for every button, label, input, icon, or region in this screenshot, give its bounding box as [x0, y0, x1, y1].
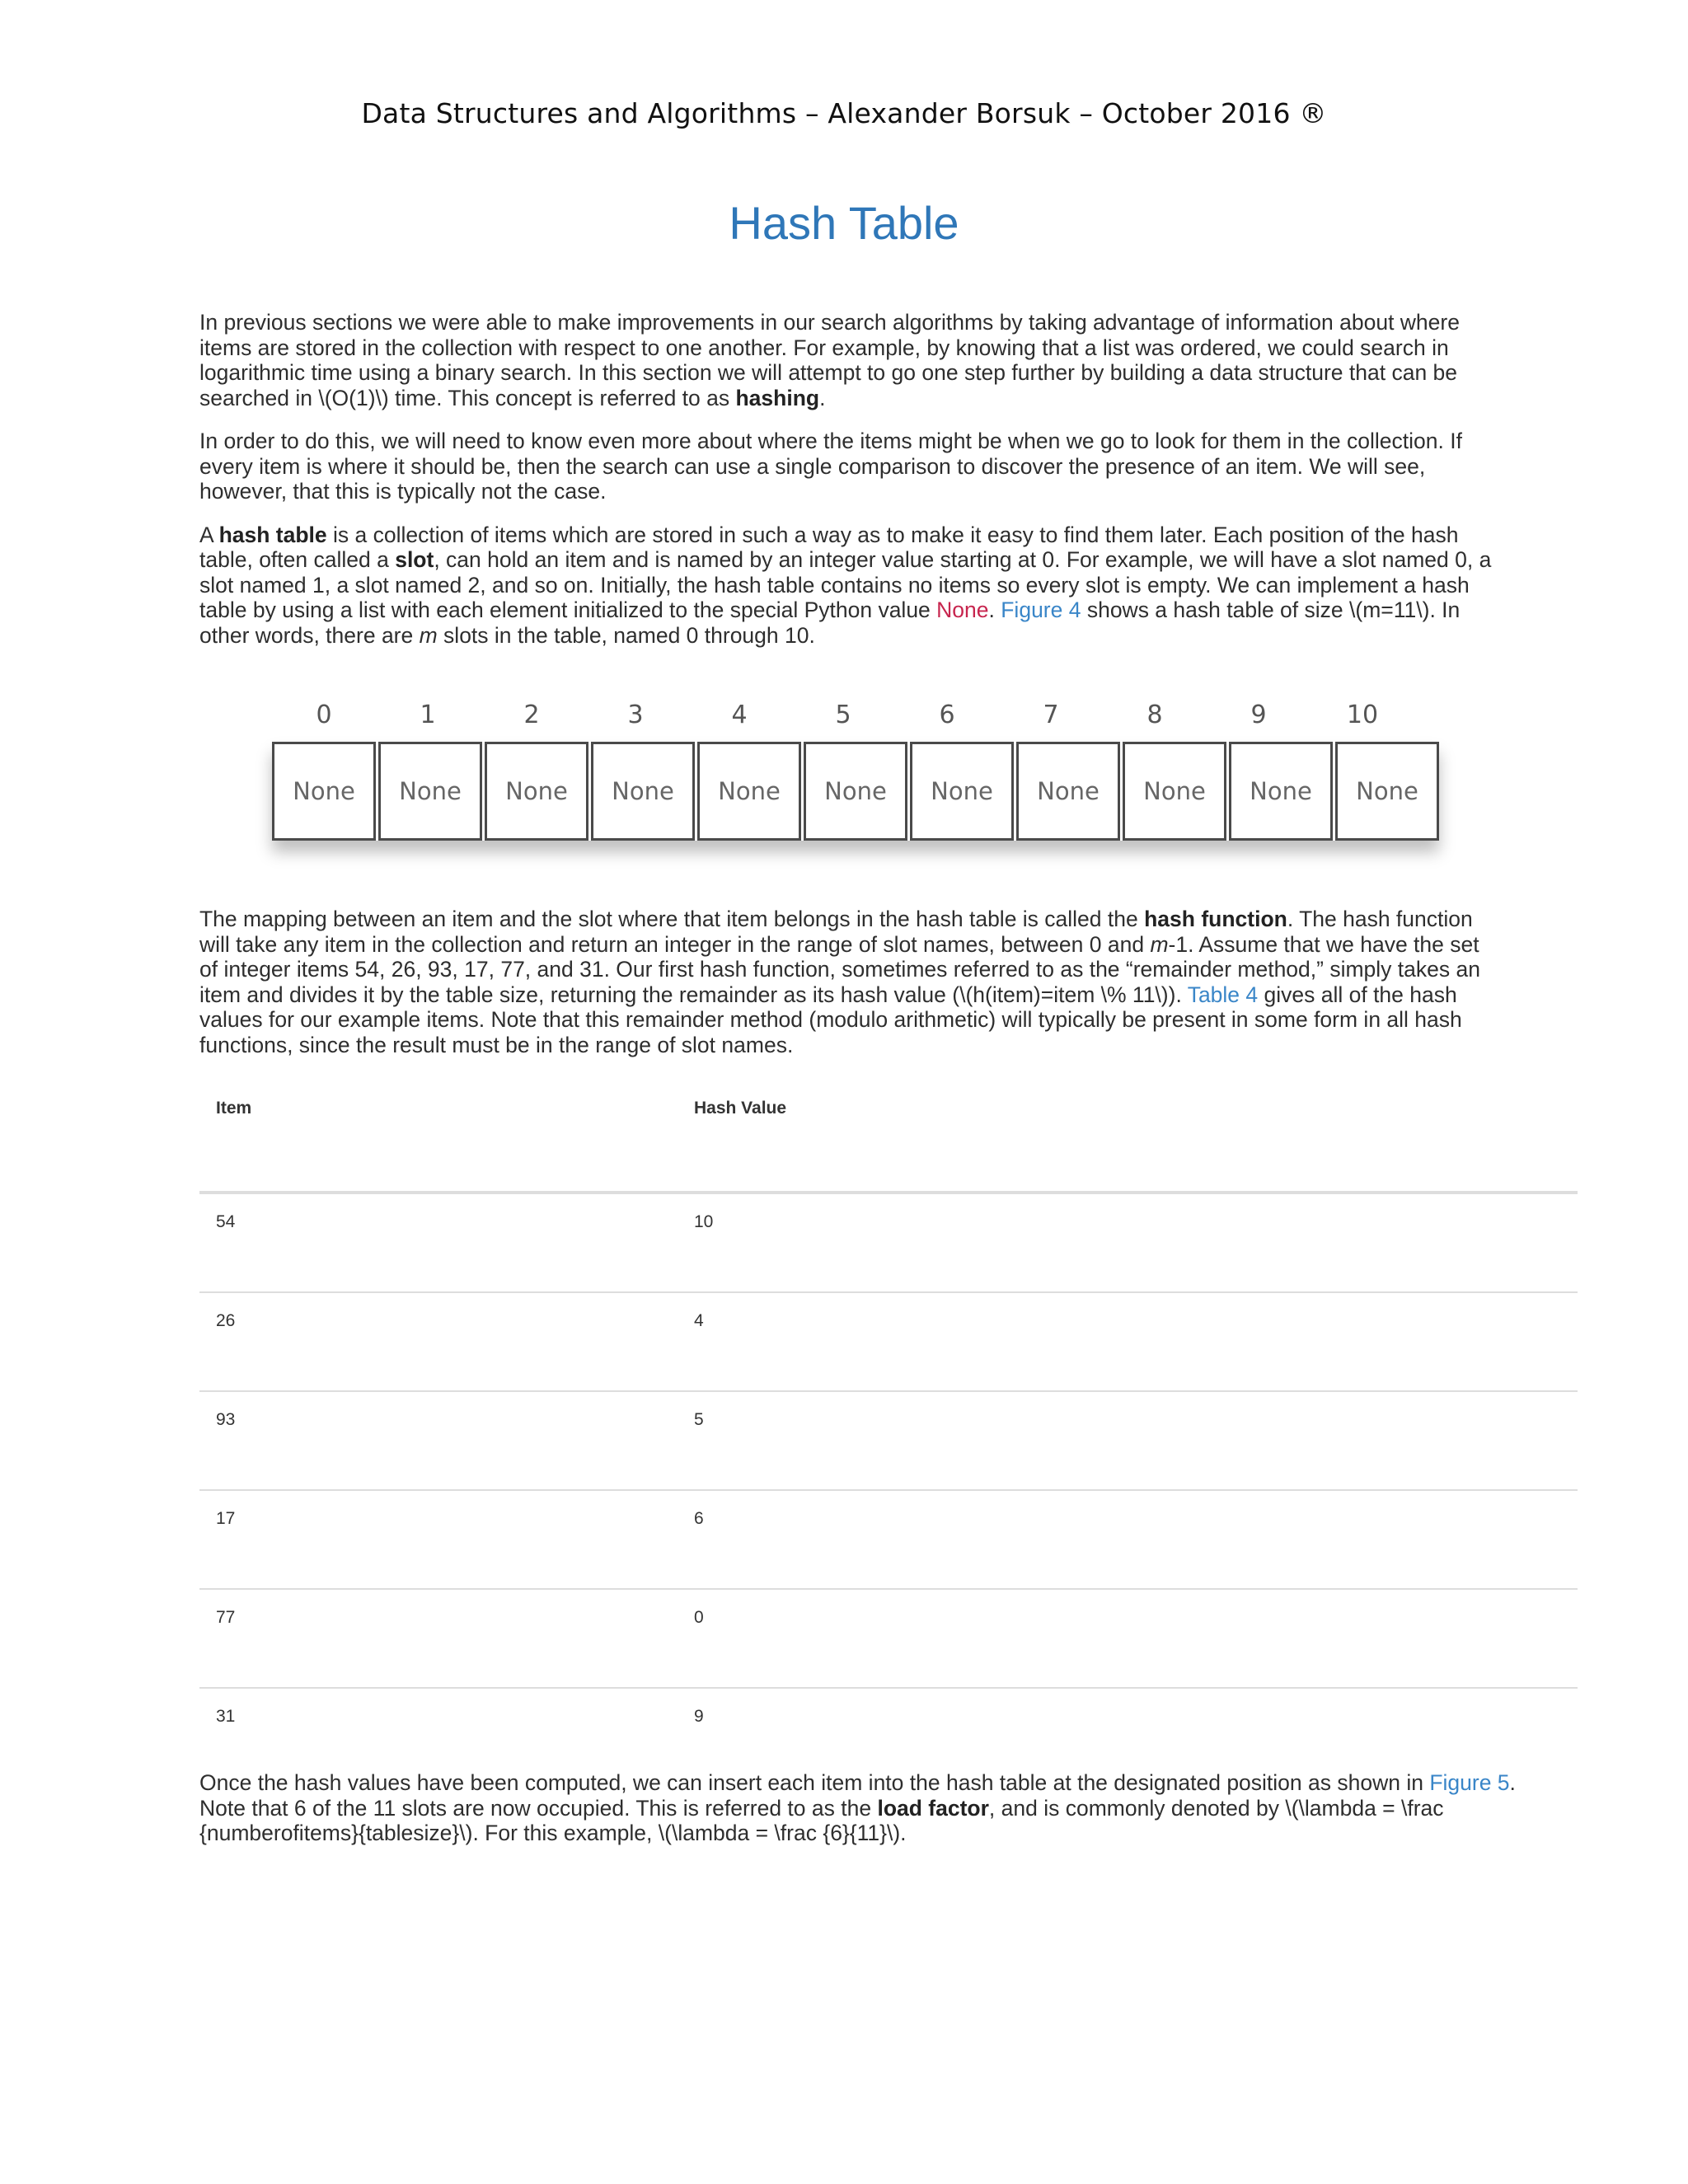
column-header-item: Item: [199, 1084, 678, 1193]
table-4-link[interactable]: Table 4: [1187, 982, 1259, 1007]
paragraph-text: , and is commonly denoted by \(\lambda = \frac {numberofitems}{tablesize}\). For this example, \(\lambda = \frac {6}{11}\).: [199, 1795, 1444, 1845]
bold-term-hashing: hashing: [735, 385, 820, 410]
paragraph-text: The mapping between an item and the slot where that item belongs in the hash table is called the: [199, 907, 1145, 931]
paragraph-4: [199, 907, 1502, 1057]
hash-slot: None: [1229, 742, 1333, 841]
paragraph-text: Once the hash values have been computed, we can insert each item into the hash table at the designated position as shown in: [199, 1770, 1430, 1795]
slot-index-label: 10: [1346, 701, 1379, 729]
paragraph-3: [199, 523, 1502, 649]
table-cell-item: 26: [199, 1292, 678, 1391]
running-header: Data Structures and Algorithms – Alexander Borsuk – October 2016 ®: [361, 97, 1327, 129]
hash-slot: None: [378, 742, 482, 841]
python-none-value: None: [936, 598, 989, 622]
table-cell-hash-value: 9: [694, 1707, 704, 1726]
hash-slot: None: [697, 742, 801, 841]
hash-table-figure: [272, 701, 1434, 890]
paragraph-text: slots in the table, named 0 through 10.: [437, 622, 815, 648]
table-cell-item: 54: [199, 1193, 678, 1292]
slot-index-label: 7: [1043, 701, 1059, 729]
hash-slot: None: [1123, 742, 1226, 841]
table-row: [199, 1589, 1578, 1688]
paragraph-text: , can hold an item and is named by an integer value starting at 0. For example, we will have a slot named 0, a slot named 1, a slot named 2, and so on. Initially, the hash table contains no items so every slot is empty. We can implement a hash table by using a list with each element initialized to the special Python value: [199, 547, 1492, 622]
load-factor-section: [199, 1770, 1518, 1864]
paragraph-2: In order to do this, we will need to know even more about where the items might be when we go to look for them in the collection. If every item is where it should be, then the search can use a single comparison to discover the presence of an item. We will see, however, that this is typically not the case.: [199, 429, 1462, 504]
hash-slot: None: [591, 742, 695, 841]
table-row: [199, 1490, 1578, 1589]
bold-term-slot: slot: [395, 547, 434, 572]
italic-m: m: [419, 622, 438, 648]
slot-index-label: 0: [316, 701, 332, 729]
table-row: [199, 1292, 1578, 1391]
bold-term-load-factor: load factor: [877, 1795, 989, 1821]
slot-row: [272, 742, 1439, 841]
hash-slot: None: [272, 742, 376, 841]
slot-index-label: 2: [523, 701, 540, 729]
table-cell-hash-value: 0: [678, 1589, 1578, 1688]
table-header-row: [199, 1084, 1578, 1193]
table-cell-item: 31: [216, 1707, 236, 1726]
table-cell-item: 77: [199, 1589, 678, 1688]
italic-m: m: [1150, 931, 1169, 957]
paragraph-text: .: [988, 598, 1001, 622]
paragraph-text: is a collection of items which are stored in such a way as to make it easy to find them later. Each position of the hash table, often called a: [199, 522, 1459, 572]
hash-slot: None: [804, 742, 907, 841]
slot-index-label: 8: [1146, 701, 1163, 729]
column-header-hash-value: Hash Value: [678, 1084, 1578, 1193]
slot-index-label: 5: [835, 701, 851, 729]
slot-index-label: 3: [627, 701, 644, 729]
table-cell-hash-value: 6: [678, 1490, 1578, 1589]
bold-term-hash-table: hash table: [218, 522, 327, 547]
paragraph-1: [199, 310, 1502, 410]
table-cell-hash-value: 10: [678, 1193, 1578, 1292]
hash-function-section: [199, 907, 1502, 1076]
figure-5-link[interactable]: Figure 5: [1429, 1770, 1510, 1795]
table-row: [199, 1193, 1578, 1292]
hash-slot: None: [1016, 742, 1120, 841]
paragraph-5: [199, 1770, 1518, 1846]
paragraph-text: . The hash function will take any item in the collection and return an integer in the range of slot names, between 0 and: [199, 907, 1473, 957]
bold-term-hash-function: hash function: [1144, 907, 1287, 931]
slot-index-label: 1: [420, 701, 436, 729]
table-row: [199, 1688, 1578, 1773]
slot-index-label: 6: [939, 701, 955, 729]
table-cell-item: 17: [199, 1490, 678, 1589]
intro-section: [199, 310, 1502, 666]
slot-index-row: [272, 701, 1434, 733]
table-cell-item: 93: [199, 1391, 678, 1490]
table-cell-hash-value: 4: [678, 1292, 1578, 1391]
paragraph-text: .: [819, 385, 826, 410]
page-title: Hash Table: [729, 197, 959, 249]
paragraph-text: gives all of the hash values for our example items. Note that this remainder method (modulo arithmetic) will typically be present in some form in all hash functions, since the result must be in the range of slot names.: [199, 982, 1462, 1057]
paragraph-text: -1. Assume that we have the set of integer items 54, 26, 93, 17, 77, and 31. Our first hash function, sometimes referred to as the “remainder method,” simply takes an item and divides it by the table size, returning the remainder as its hash value (\(h(item)=item \% 11\)).: [199, 931, 1480, 1007]
paragraph-text: In previous sections we were able to make improvements in our search algorithms by taking advantage of information about where items are stored in the collection with respect to one another. For example, by knowing that a list was ordered, we could search in logarithmic time using a binary search. In this section we will attempt to go one step further by building a data structure that can be searched in \(O(1)\) time. This concept is referred to as: [199, 310, 1460, 410]
figure-4-link[interactable]: Figure 4: [1001, 598, 1081, 622]
hash-slot: None: [485, 742, 588, 841]
hash-slot: None: [1335, 742, 1439, 841]
slot-index-label: 4: [731, 701, 748, 729]
paragraph-text: shows a hash table of size \(m=11\). In other words, there are: [199, 598, 1461, 648]
table-cell-hash-value: 5: [678, 1391, 1578, 1490]
paragraph-text: . Note that 6 of the 11 slots are now occupied. This is referred to as the: [199, 1770, 1516, 1821]
table-row: [199, 1391, 1578, 1490]
hash-slot: None: [910, 742, 1014, 841]
paragraph-text: A: [199, 522, 219, 547]
slot-index-label: 9: [1250, 701, 1267, 729]
hash-values-table: [199, 1084, 1578, 1773]
